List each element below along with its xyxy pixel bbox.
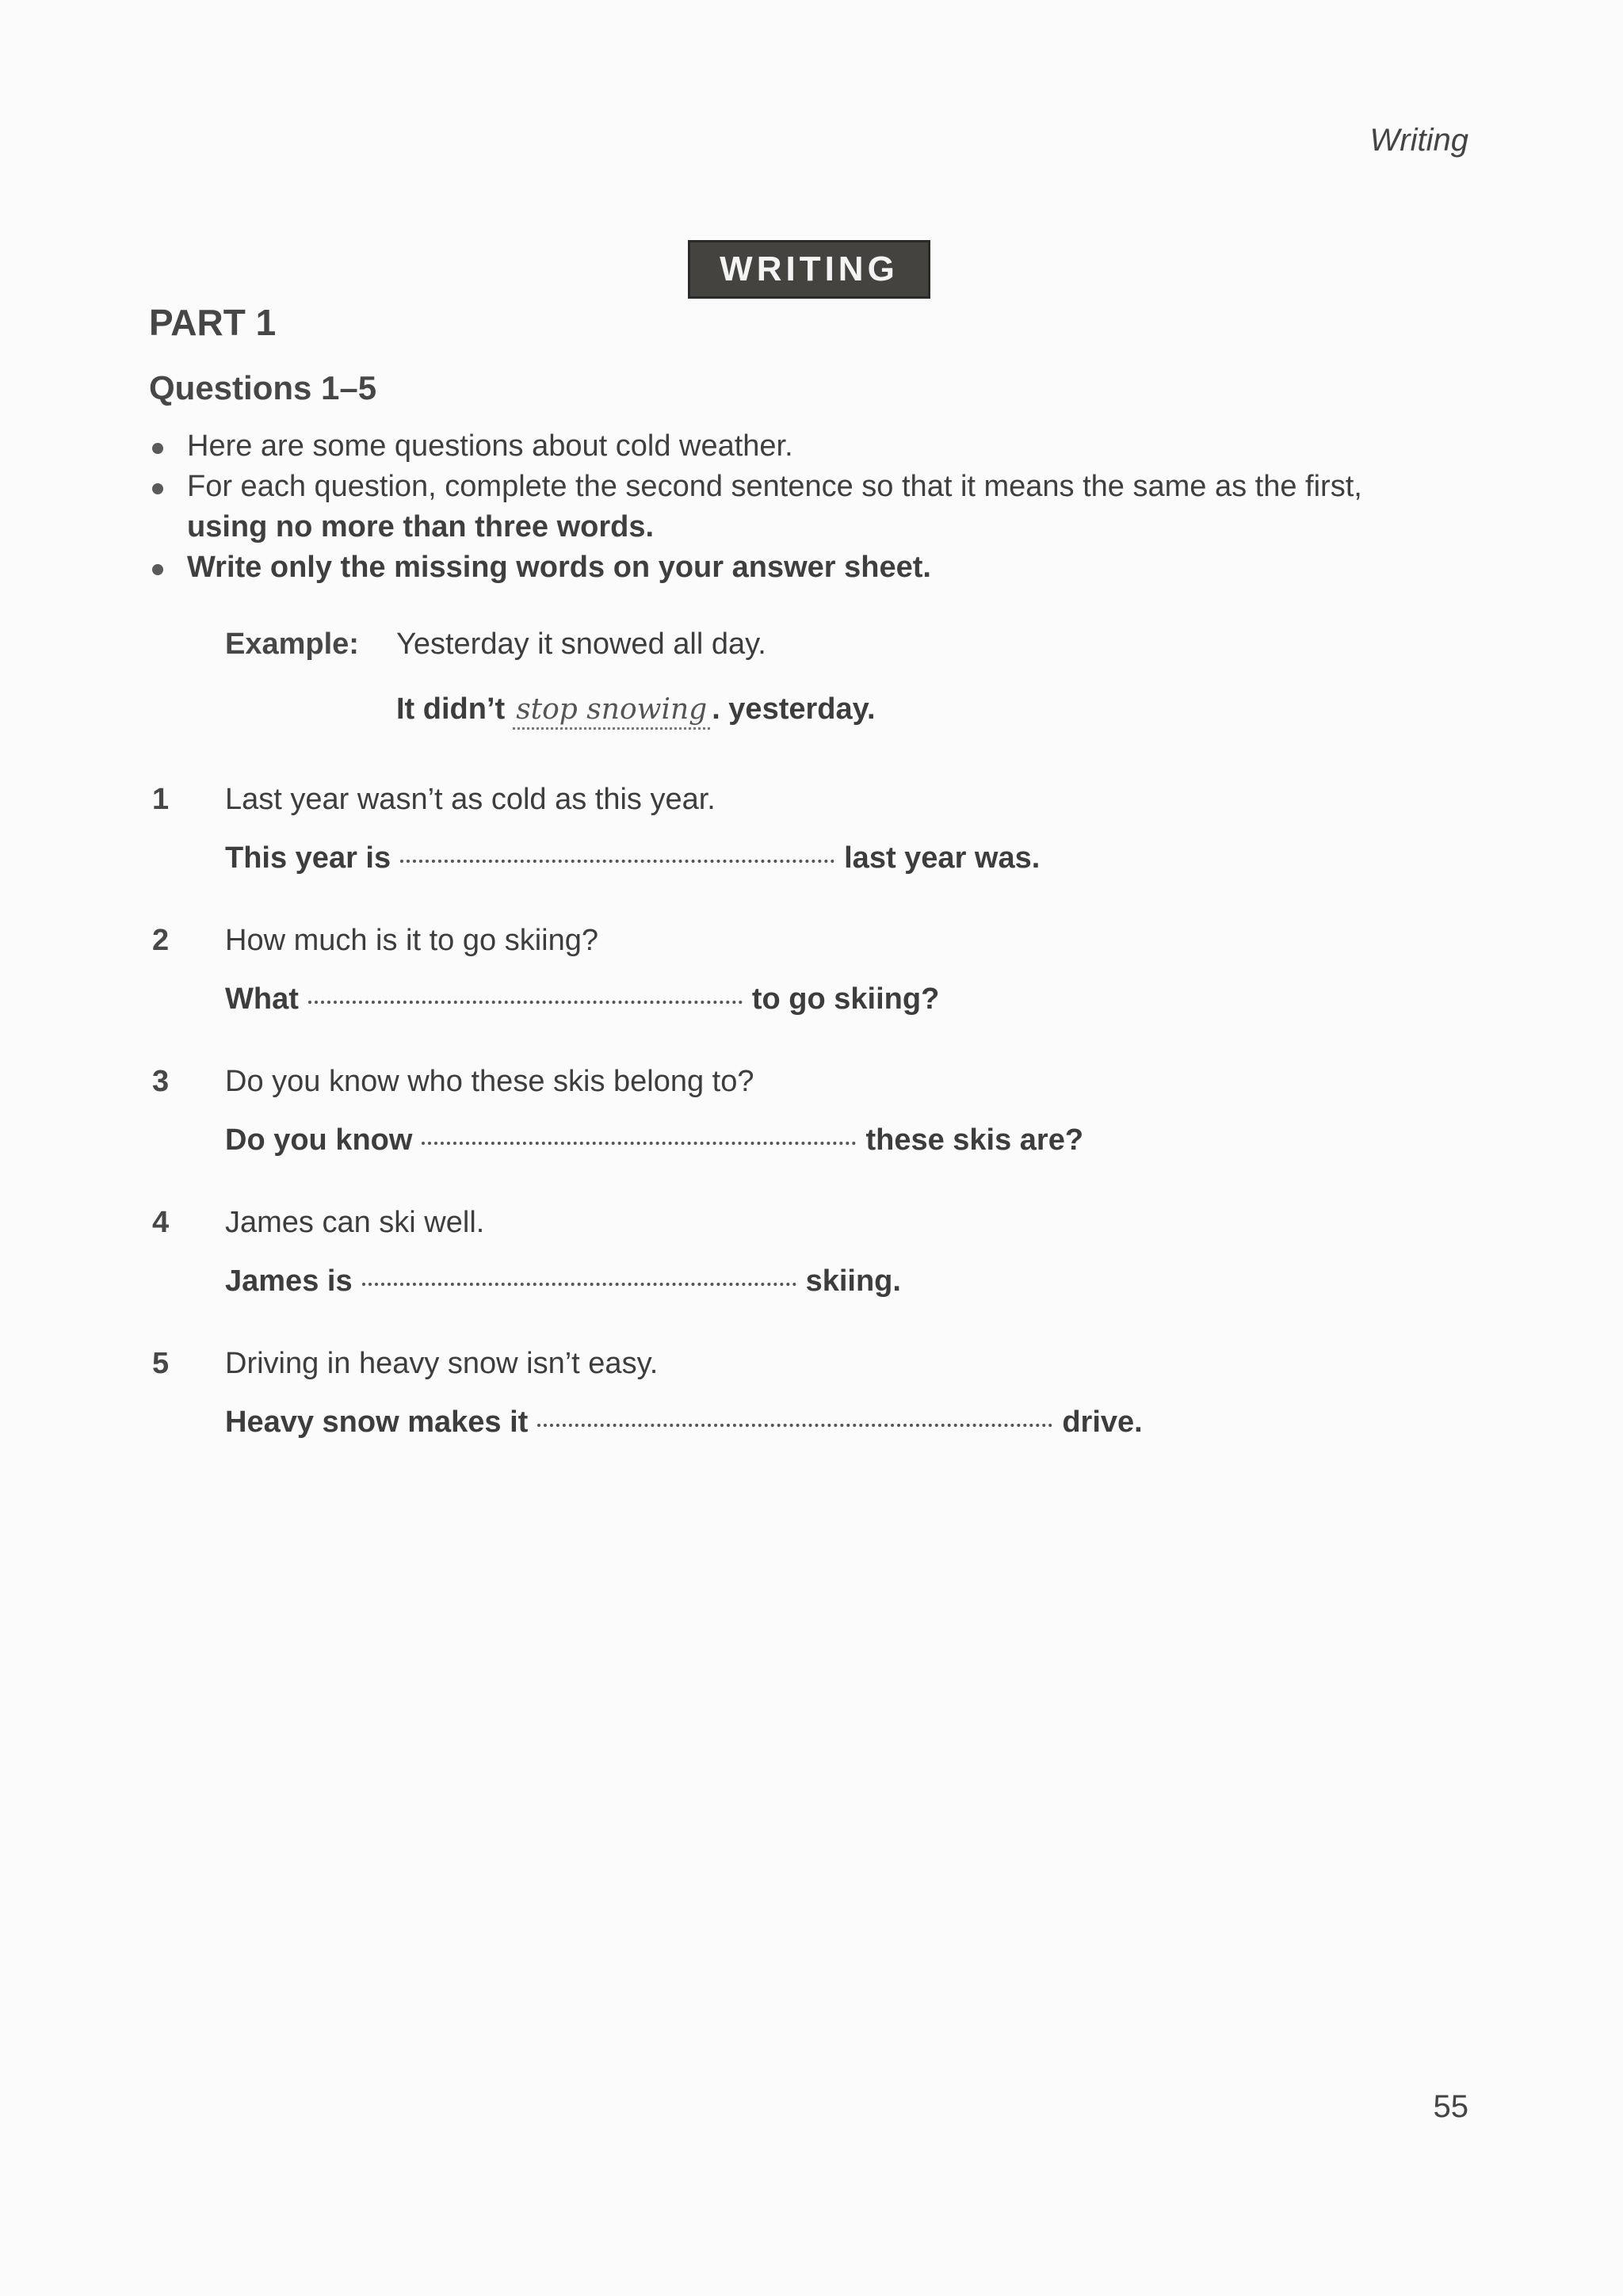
- answer-before: This year is: [225, 841, 391, 875]
- answer-before: Do you know: [225, 1123, 413, 1157]
- example-rewrite-before: It didn’t: [396, 692, 506, 726]
- instructions-list: [149, 426, 1457, 588]
- bullet-icon: [152, 483, 163, 494]
- question-number: 5: [152, 1347, 170, 1380]
- answer-after: drive.: [1062, 1405, 1143, 1439]
- questions-range: Questions 1–5: [149, 369, 377, 406]
- example-rewrite: [396, 692, 876, 727]
- instruction-text: Here are some questions about cold weather.: [187, 429, 793, 463]
- section-banner: WRITING: [688, 240, 930, 299]
- question-answer-line: [225, 1264, 901, 1299]
- example-rewrite-after: . yesterday.: [712, 692, 876, 726]
- instruction-bold-text: Write only the missing words on your answer sheet.: [187, 551, 931, 584]
- bullet-icon: [152, 443, 163, 454]
- answer-before: What: [225, 982, 299, 1016]
- question-prompt: How much is it to go skiing?: [225, 924, 598, 957]
- running-head: Writing: [1369, 123, 1468, 158]
- question-answer-line: [225, 841, 1040, 875]
- answer-after: these skis are?: [865, 1123, 1084, 1157]
- question-answer-line: [225, 1405, 1143, 1440]
- question-prompt: Last year wasn’t as cold as this year.: [225, 783, 716, 816]
- answer-after: skiing.: [805, 1264, 901, 1298]
- question-number: 2: [152, 924, 170, 957]
- example-label: Example:: [225, 627, 359, 661]
- question-number: 1: [152, 783, 170, 816]
- bullet-icon: [152, 564, 163, 575]
- part-title: PART 1: [149, 302, 277, 343]
- question-prompt: James can ski well.: [225, 1206, 485, 1239]
- answer-blank[interactable]: [362, 1283, 796, 1286]
- instruction-item: [149, 426, 1457, 467]
- instruction-bold-text: using no more than three words.: [187, 510, 655, 543]
- instruction-text: For each question, complete the second sentence so that it means the same as the first,: [187, 470, 1362, 503]
- answer-blank[interactable]: [537, 1424, 1052, 1427]
- example-sentence: Yesterday it snowed all day.: [396, 627, 766, 661]
- answer-after: to go skiing?: [751, 982, 940, 1016]
- instruction-item: [149, 547, 1457, 588]
- answer-blank[interactable]: [400, 860, 834, 863]
- question-prompt: Driving in heavy snow isn’t easy.: [225, 1347, 659, 1380]
- question-number: 4: [152, 1206, 170, 1239]
- instruction-item: [149, 467, 1457, 547]
- question-number: 3: [152, 1065, 170, 1098]
- page-number: 55: [1433, 2089, 1468, 2124]
- example-handwritten-answer: stop snowing: [513, 693, 710, 730]
- answer-after: last year was.: [844, 841, 1041, 875]
- answer-blank[interactable]: [422, 1142, 856, 1145]
- answer-blank[interactable]: [308, 1001, 743, 1004]
- question-answer-line: [225, 1123, 1083, 1158]
- question-answer-line: [225, 982, 939, 1016]
- answer-before: James is: [225, 1264, 353, 1298]
- answer-before: Heavy snow makes it: [225, 1405, 529, 1439]
- question-prompt: Do you know who these skis belong to?: [225, 1065, 754, 1098]
